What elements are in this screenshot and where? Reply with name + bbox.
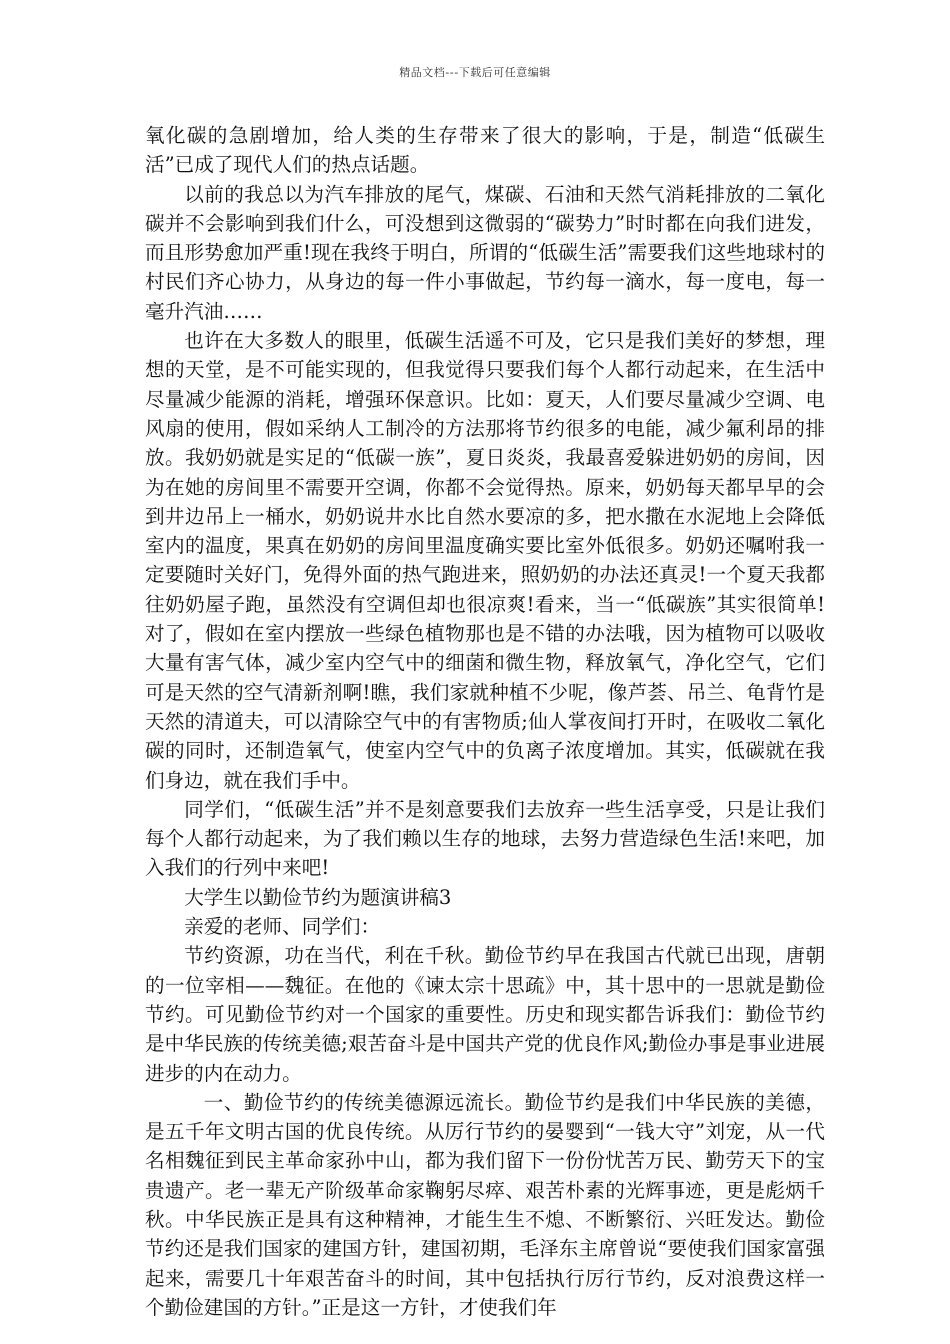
paragraph: 也许在大多数人的眼里，低碳生活遥不可及，它只是我们美好的梦想，理想的天堂，是不可能实现的，但我觉得只要我们每个人都行动起来，在生活中尽量减少能源的消耗，增强环保意识。比如：夏天，人们要尽量减少空调、电风扇的使用，假如采纳人工制冷的方法那将节约很多的电能，减少氟利昂的排放。我奶奶就是实足的“低碳一族”，夏日炎炎，我最喜爱躲进奶奶的房间，因为在她的房间里不需要开空调，你都不会觉得热。原来，奶奶每天都早早的会到井边吊上一桶水，奶奶说井水比自然水要凉的多，把水撒在水泥地上会降低室内的温度，果真在奶奶的房间里温度确实要比室外低很多。奶奶还嘱咐我一定要随时关好门，免得外面的热气跑进来，照奶奶的办法还真灵!一个夏天我都往奶奶屋子跑，虽然没有空调但却也很凉爽!看来，当一“低碳族”其实很简单!对了，假如在室内摆放一些绿色植物那也是不错的办法哦，因为植物可以吸收大量有害气体，减少室内空气中的细菌和微生物，释放氧气，净化空气，它们可是天然的空气清新剂啊!瞧，我们家就种植不少呢，像芦荟、吊兰、龟背竹是天然的清道夫，可以清除空气中的有害物质;仙人掌夜间打开时，在吸收二氧化碳的同时，还制造氧气，使室内空气中的负离子浓度增加。其实，低碳就在我们身边，就在我们手中。 xyxy=(145,329,825,792)
section-title: 大学生以勤俭节约为题演讲稿3 xyxy=(184,885,452,909)
paragraph: 一、勤俭节约的传统美德源远流长。勤俭节约是我们中华民族的美德，是五千年文明古国的优良传统。从厉行节约的晏婴到“一钱大守”刘宠，从一代名相魏征到民主革命家孙中山，都为我们留下一份份忧苦万民、勤劳天下的宝贵遗产。老一辈无产阶级革命家鞠躬尽瘁、艰苦朴素的光辉事迹，更是彪炳千秋。中华民族正是具有这种精神，才能生生不熄、不断繁衍、兴旺发达。勤俭节约还是我们国家的建国方针，建国初期，毛泽东主席曾说“要使我们国家富强起来，需要几十年艰苦奋斗的时间，其中包括执行厉行节约，反对浪费这样一个勤俭建国的方针。”正是这一方针，才使我们年 xyxy=(145,1090,825,1319)
paragraph: 同学们，“低碳生活”并不是刻意要我们去放弃一些生活享受，只是让我们每个人都行动起来，为了我们赖以生存的地球，去努力营造绿色生活!来吧，加入我们的行列中来吧! xyxy=(145,797,825,880)
salutation: 亲爱的老师、同学们： xyxy=(184,915,381,939)
page-header: 精品文档---下载后可任意编辑 xyxy=(399,66,551,79)
paragraph: 以前的我总以为汽车排放的尾气，煤碳、石油和天然气消耗排放的二氧化碳并不会影响到我们什么，可没想到这微弱的“碳势力”时时都在向我们进发，而且形势愈加严重!现在我终于明白，所谓的“低碳生活”需要我们这些地球村的村民们齐心协力，从身边的每一件小事做起，节约每一滴水，每一度电，每一毫升汽油…… xyxy=(145,182,825,323)
paragraph: 氧化碳的急剧增加，给人类的生存带来了很大的影响，于是，制造“低碳生活”已成了现代人们的热点话题。 xyxy=(145,124,825,177)
document-body xyxy=(145,121,825,1322)
paragraph: 节约资源，功在当代，利在千秋。勤俭节约早在我国古代就已出现，唐朝的一位宰相——魏征。在他的《谏太宗十思疏》中，其十思中的一思就是勤俭节约。可见勤俭节约对一个国家的重要性。历史和现实都告诉我们：勤俭节约是中华民族的传统美德;艰苦奋斗是中国共产党的优良作风;勤俭办事是事业进展进步的内在动力。 xyxy=(145,944,825,1085)
